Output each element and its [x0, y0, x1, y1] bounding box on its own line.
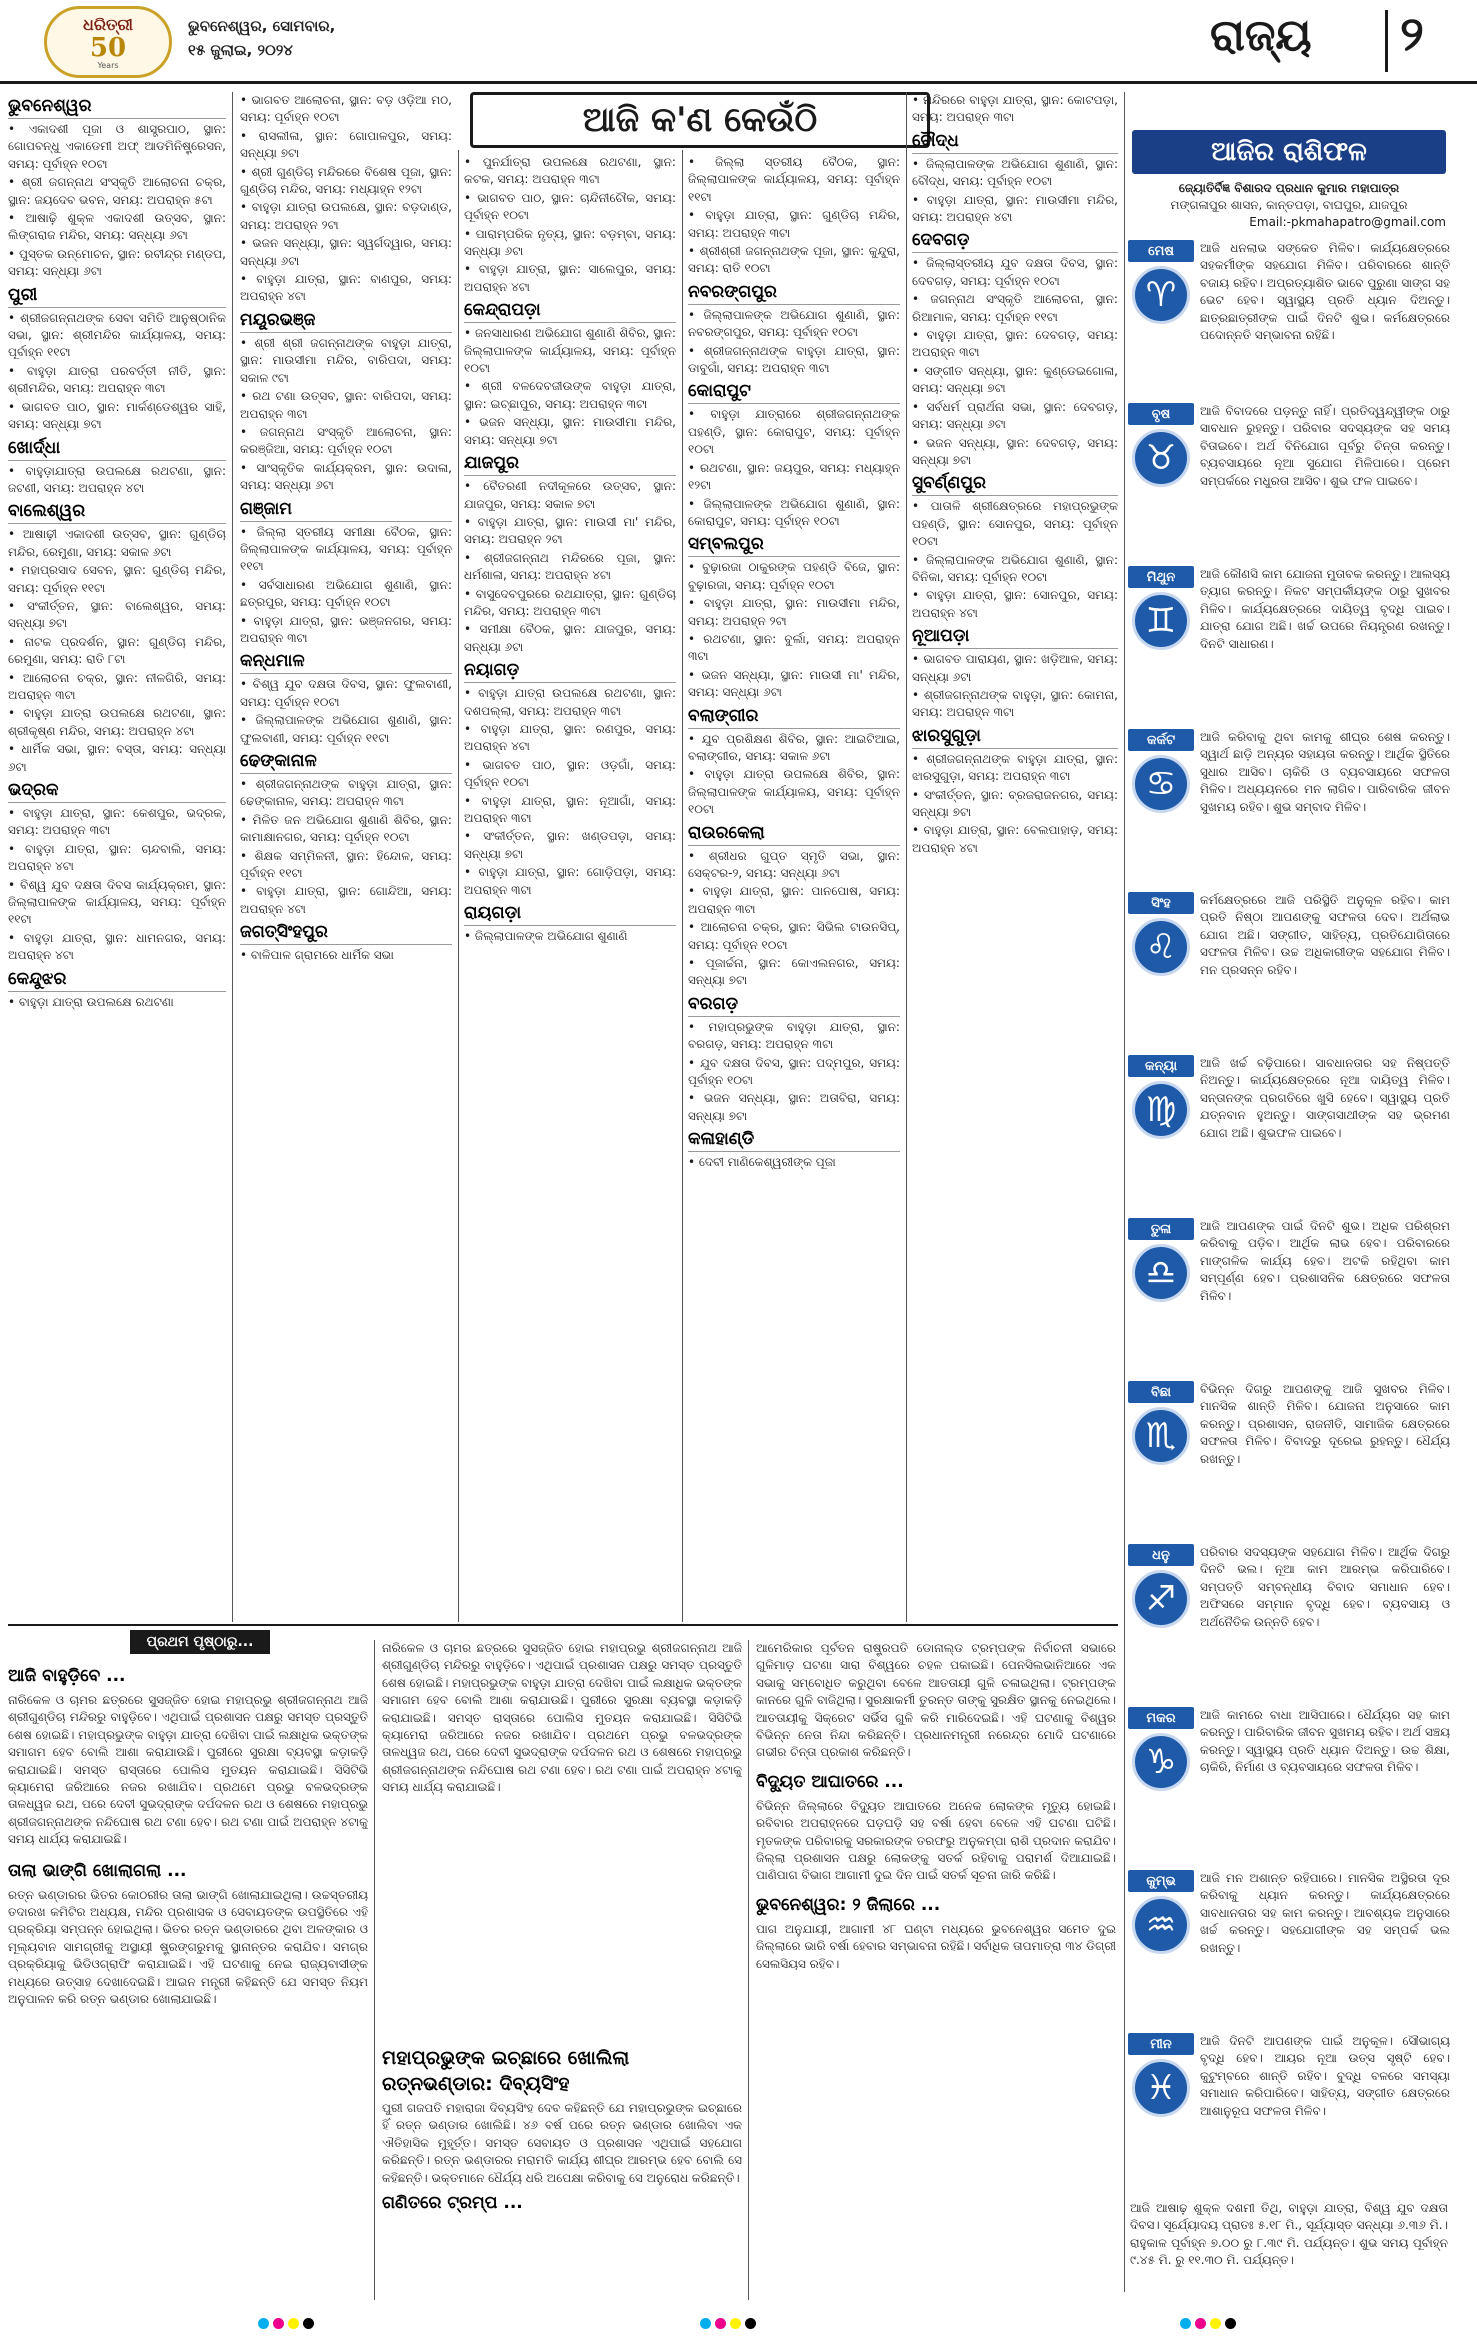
zodiac-name-badge: ତୁଳା [1128, 1218, 1194, 1240]
zodiac-prediction: ଆଜି ଆପଣଙ୍କ ପାଇଁ ଦିନଟି ଶୁଭ। ଅଧିକ ପରିଶ୍ରମ କରିବାକୁ ପଡ଼ିବ। ଆର୍ଥିକ ଲାଭ ହେବ। ପରିବାରରେ ମାଙ୍ଗଳିକ କାର୍ଯ୍ୟ ହେବ। ଅଟକି ରହିଥିବା କାମ ସମ୍ପୂର୍ଣ୍ଣ ହେବ। ପ୍ରଶାସନିକ କ୍ଷେତ୍ରରେ ସଫଳତା ମିଳିବ। [1200, 1219, 1450, 1303]
event-entry: • ଶ୍ରୀଜଗନ୍ନାଥଙ୍କ ବାହୁଡ଼ା ଯାତ୍ରା, ସ୍ଥାନ: ଝାରସୁଗୁଡ଼ା, ସମୟ: ଅପରାହ୍ନ ୩ଟା [912, 751, 1118, 786]
district-heading: ରାୟଗଡ଼ା [464, 901, 676, 926]
event-entry: • ବାସୁଦେବପୁରରେ ରଥଯାତ୍ରା, ସ୍ଥାନ: ଗୁଣ୍ଡିଚା ମନ୍ଦିର, ସମୟ: ଅପରାହ୍ନ ୩ଟା [464, 586, 676, 621]
event-entry: • ପୁନର୍ଯାତ୍ରା ଉପଲକ୍ଷେ ରଥଟଣା, ସ୍ଥାନ: କଟକ, ସମୟ: ଅପରାହ୍ନ ୩ଟା [464, 154, 676, 189]
event-entry: • ଜଗନ୍ନାଥ ସଂସ୍କୃତି ଆଲୋଚନା, ସ୍ଥାନ: କରଞ୍ଜିଆ, ସମୟ: ପୂର୍ବାହ୍ନ ୧୦ଟା [240, 424, 452, 459]
zodiac-row [1128, 1707, 1450, 1862]
print-registration-marks [1180, 2318, 1236, 2330]
events-column-2 [240, 92, 452, 1622]
story-heading: ବିଦ୍ୟୁତ ଆଘାତରେ ... [756, 1771, 904, 1792]
event-entry: • ମନ୍ଦିରରେ ବାହୁଡ଼ା ଯାତ୍ରା, ସ୍ଥାନ: କୋଟପଡ଼ା, ସମୟ: ଅପରାହ୍ନ ୩ଟା [912, 92, 1118, 127]
zodiac-symbol-icon: ♎ [1132, 1244, 1190, 1302]
zodiac-name-badge: ଧନୁ [1128, 1544, 1194, 1566]
event-entry: • ବିଶ୍ୱ ଯୁବ ଦକ୍ଷତା ଦିବସ କାର୍ଯ୍ୟକ୍ରମ, ସ୍ଥାନ: ଜିଲ୍ଲାପାଳଙ୍କ କାର୍ଯ୍ୟାଳୟ, ସମୟ: ପୂର୍ବାହ୍ନ ୧୧ଟା [8, 877, 226, 929]
zodiac-row [1128, 1055, 1450, 1210]
event-entry: • ଜଗନ୍ନାଥ ସଂସ୍କୃତି ଆଲୋଚନା, ସ୍ଥାନ: ରିଆମାଳ, ସମୟ: ପୂର୍ବାହ୍ନ ୧୧ଟା [912, 291, 1118, 326]
event-entry: • ବିଶ୍ୱ ଯୁବ ଦକ୍ଷତା ଦିବସ, ସ୍ଥାନ: ଫୁଲବାଣୀ, ସମୟ: ପୂର୍ବାହ୍ନ ୧୦ଟା [240, 676, 452, 711]
zodiac-symbol-icon: ♒ [1132, 1896, 1190, 1954]
event-entry: • ବାହୁଡ଼ା ଯାତ୍ରା ଉପଲକ୍ଷେ, ସ୍ଥାନ: ବଡ଼ଦାଣ୍ଡ, ସମୟ: ଅପରାହ୍ନ ୨ଟା [240, 199, 452, 234]
district-heading: ନୂଆପଡ଼ା [912, 624, 1118, 649]
zodiac-name-badge: କର୍କଟ [1128, 729, 1194, 751]
column-rule [906, 92, 907, 1622]
column-rule [374, 1640, 375, 2300]
event-entry: • ଶ୍ରୀଧର ଗୁପ୍ତ ସ୍ମୃତି ସଭା, ସ୍ଥାନ: ସେକ୍ଟର-୨, ସମୟ: ସନ୍ଧ୍ୟା ୬ଟା [688, 848, 900, 883]
story-heading: ତାଲା ଭାଙ୍ଗି ଖୋଲାଗଲା ... [8, 1860, 187, 1881]
event-entry: • ଯୁବ ପ୍ରଶିକ୍ଷଣ ଶିବିର, ସ୍ଥାନ: ଆଇଟିଆଇ, ବଲାଙ୍ଗୀର, ସମୟ: ସକାଳ ୬ଟା [688, 731, 900, 766]
zodiac-row [1128, 729, 1450, 884]
event-entry: • ଶ୍ରୀଜଗନ୍ନାଥଙ୍କ ବାହୁଡ଼ା ଯାତ୍ରା, ସ୍ଥାନ: ଢେଙ୍କାନାଳ, ସମୟ: ଅପରାହ୍ନ ୩ଟା [240, 776, 452, 811]
event-entry: • ଦେବୀ ମାଣିକେଶ୍ୱରୀଙ୍କ ପୂଜା [688, 1154, 900, 1171]
lower-column-2 [382, 1640, 742, 2040]
event-entry: • ବାହୁଡ଼ା ଯାତ୍ରା, ସ୍ଥାନ: ପାନପୋଷ, ସମୟ: ଅପରାହ୍ନ ୩ଟା [688, 883, 900, 918]
yellow-dot [1210, 2318, 1221, 2329]
district-heading: ଗଞ୍ଜାମ [240, 497, 452, 522]
event-entry: • ବାହୁଡ଼ା ଯାତ୍ରା, ସ୍ଥାନ: ରଣପୁର, ସମୟ: ଅପରାହ୍ନ ୪ଟା [464, 721, 676, 756]
event-entry: • ବାହୁଡ଼ା ଯାତ୍ରା, ସ୍ଥାନ: ଗୁଣ୍ଡିଚା ମନ୍ଦିର, ସମୟ: ଅପରାହ୍ନ ୩ଟା [688, 207, 900, 242]
section-rule [8, 1624, 1118, 1626]
event-entry: • ଆଲୋଚନା ଚକ୍ର, ସ୍ଥାନ: ସିଭିଲ ଟାଉନସିପ୍, ସମୟ: ପୂର୍ବାହ୍ନ ୧୦ଟା [688, 919, 900, 954]
zodiac-name-badge: କୁମ୍ଭ [1128, 1870, 1194, 1892]
dateline-date: ୧୫ ଜୁଲାଇ, ୨୦୨୪ [188, 41, 293, 59]
district-heading: ମୟୂରଭଞ୍ଜ [240, 308, 452, 333]
event-entry: • ବାହୁଡ଼ା ଯାତ୍ରା, ସ୍ଥାନ: ନୂଆଗାଁ, ସମୟ: ଅପରାହ୍ନ ୩ଟା [464, 793, 676, 828]
event-entry: • ସଂକୀର୍ତ୍ତନ, ସ୍ଥାନ: ବ୍ରଜରାଜନଗର, ସମୟ: ସନ୍ଧ୍ୟା ୭ଟା [912, 787, 1118, 822]
zodiac-row [1128, 1381, 1450, 1536]
zodiac-symbol-icon: ♈ [1132, 266, 1190, 324]
event-entry: • ଭଜନ ସନ୍ଧ୍ୟା, ସ୍ଥାନ: ସ୍ୱର୍ଗଦ୍ୱାର, ସମୟ: ସନ୍ଧ୍ୟା ୬ଟା [240, 235, 452, 270]
event-entry: • ଭାଗବତ ପାଠ, ସ୍ଥାନ: ଚାନ୍ଦିନୀଚୌକ, ସମୟ: ପୂର୍ବାହ୍ନ ୧୦ଟା [464, 190, 676, 225]
event-entry: • ସଙ୍ଗୀତ ସନ୍ଧ୍ୟା, ସ୍ଥାନ: କୁଣ୍ଡେଇଗୋଳା, ସମୟ: ସନ୍ଧ୍ୟା ୭ଟା [912, 363, 1118, 398]
zodiac-row [1128, 566, 1450, 721]
event-entry: • ପାତାଳି ଶ୍ରୀକ୍ଷେତ୍ରରେ ମହାପ୍ରଭୁଙ୍କ ପହଣ୍ଡି, ସ୍ଥାନ: ସୋନପୁର, ସମୟ: ପୂର୍ବାହ୍ନ ୧୦ଟା [912, 498, 1118, 550]
event-entry: • ବାହୁଡ଼ାଯାତ୍ରା ଉପଲକ୍ଷେ ରଥଟଣା, ସ୍ଥାନ: ଜଟଣୀ, ସମୟ: ଅପରାହ୍ନ ୪ଟା [8, 463, 226, 498]
panjika-note: ଆଜି ଆଷାଢ଼ ଶୁକ୍ଳ ଦଶମୀ ତିଥି, ବାହୁଡ଼ା ଯାତ୍ରା, ବିଶ୍ୱ ଯୁବ ଦକ୍ଷତା ଦିବସ। ସୂର୍ଯ୍ୟୋଦୟ ପ୍ରାତଃ ୫.୧୮ ମି., ସୂର୍ଯ୍ୟାସ୍ତ ସନ୍ଧ୍ୟା ୬.୩୬ ମି.। ରାହୁକାଳ ପୂର୍ବାହ୍ନ ୭.୦୦ ରୁ ୮.୩୯ ମି. ପର୍ଯ୍ୟନ୍ତ। ଶୁଭ ସମୟ ପୂର୍ବାହ୍ନ ୯.୪୫ ମି. ରୁ ୧୧.୩୦ ମି. ପର୍ଯ୍ୟନ୍ତ। [1130, 2201, 1448, 2268]
district-heading: କେନ୍ଦ୍ରାପଡ଼ା [464, 298, 676, 323]
zodiac-prediction: ଆଜି କରିବାକୁ ଥିବା କାମକୁ ଶୀଘ୍ର ଶେଷ କରନ୍ତୁ। ସ୍ୱାର୍ଥ ଛାଡ଼ି ଅନ୍ୟର ସହାୟତା କରନ୍ତୁ। ଆର୍ଥିକ ସ୍ଥିତିରେ ସୁଧାର ଆସିବ। ଚାକିରି ଓ ବ୍ୟବସାୟରେ ସଫଳତା ମିଳିବ। ଅଧ୍ୟୟନରେ ମନ ଲାଗିବ। ପାରିବାରିକ ଜୀବନ ସୁଖମୟ ରହିବ। ଶୁଭ ସମ୍ବାଦ ମିଳିବ। [1200, 730, 1450, 814]
event-entry: • ଜିଲ୍ଲାପାଳଙ୍କ ଅଭିଯୋଗ ଶୁଣାଣି [464, 928, 676, 945]
event-entry: • ଜିଲ୍ଲାପାଳଙ୍କ ଅଭିଯୋଗ ଶୁଣାଣି, ସ୍ଥାନ: ଫୁଲବାଣୀ, ସମୟ: ପୂର୍ବାହ୍ନ ୧୧ଟା [240, 712, 452, 747]
zodiac-symbol-icon: ♑ [1132, 1733, 1190, 1791]
front-page-continued-label: ପ୍ରଥମ ପୃଷ୍ଠାରୁ... [130, 1630, 270, 1654]
district-heading: ବଲାଙ୍ଗୀର [688, 704, 900, 729]
event-entry: • ରାସଲୀଳା, ସ୍ଥାନ: ଗୋପାଳପୁର, ସମୟ: ସନ୍ଧ୍ୟା ୭ଟା [240, 128, 452, 163]
lower-column-2b [382, 2100, 742, 2300]
rashifal-address: ମଙ୍ଗଳାପୁର ଶାସନ, କାନ୍ତପଡ଼ା, ବାଘପୁର, ଯାଜପୁର [1170, 198, 1408, 212]
zodiac-row [1128, 2033, 1450, 2188]
dateline-city-day: ଭୁବନେଶ୍ୱର, ସୋମବାର, [188, 17, 336, 35]
zodiac-prediction: ଆଜି ଦିନଟି ଆପଣଙ୍କ ପାଇଁ ଅନୁକୂଳ। ସୌଭାଗ୍ୟ ବୃଦ୍ଧି ହେବ। ଆୟର ନୂଆ ଉତ୍ସ ସୃଷ୍ଟି ହେବ। କୁଟୁମ୍ବରେ ଶାନ୍ତି ରହିବ। ବୁଦ୍ଧି ବଳରେ ସମସ୍ୟା ସମାଧାନ କରିପାରିବେ। ସାହିତ୍ୟ, ସଙ୍ଗୀତ କ୍ଷେତ୍ରରେ ଆଶାନୁରୂପ ସଫଳତା ମିଳିବ। [1200, 2034, 1450, 2118]
event-entry: • ଭଜନ ସନ୍ଧ୍ୟା, ସ୍ଥାନ: ମାଉସୀ ମା' ମନ୍ଦିର, ସମୟ: ସନ୍ଧ୍ୟା ୬ଟା [688, 667, 900, 702]
event-entry: • ଜିଲ୍ଲାପାଳଙ୍କ ଅଭିଯୋଗ ଶୁଣାଣି, ସ୍ଥାନ: ବିନିକା, ସମୟ: ପୂର୍ବାହ୍ନ ୧୦ଟା [912, 552, 1118, 587]
masthead-logo [44, 6, 172, 78]
event-entry: • ଜିଲ୍ଲାପାଳଙ୍କ ଅଭିଯୋଗ ଶୁଣାଣି, ସ୍ଥାନ: ବୌଦ୍ଧ, ସମୟ: ପୂର୍ବାହ୍ନ ୧୦ଟା [912, 156, 1118, 191]
zodiac-name-badge: କନ୍ୟା [1128, 1055, 1194, 1077]
zodiac-symbol-icon: ♍ [1132, 1081, 1190, 1139]
black-dot [303, 2318, 314, 2329]
event-entry: • ଭଜନ ସନ୍ଧ୍ୟା, ସ୍ଥାନ: ଦେବଗଡ଼, ସମୟ: ସନ୍ଧ୍ୟା ୭ଟା [912, 435, 1118, 470]
rashifal-email: Email:-pkmahapatro@gmail.com [1249, 215, 1446, 229]
zodiac-row [1128, 403, 1450, 558]
cyan-dot [258, 2318, 269, 2329]
zodiac-prediction: ଆଜି ମନ ଅଶାନ୍ତ ରହିପାରେ। ମାନସିକ ଅସ୍ଥିରତା ଦୂର କରିବାକୁ ଧ୍ୟାନ କରନ୍ତୁ। କାର୍ଯ୍ୟକ୍ଷେତ୍ରରେ ସାବଧାନତାର ସହ କାମ କରନ୍ତୁ। ଆବଶ୍ୟକ ଅନୁସାରେ ଖର୍ଚ୍ଚ କରନ୍ତୁ। ସହଯୋଗୀଙ୍କ ସହ ସମ୍ପର୍କ ଭଲ ରଖନ୍ତୁ। [1200, 1871, 1450, 1955]
event-entry: • ଶ୍ରୀଜଗନ୍ନାଥ ମନ୍ଦିରରେ ପୂଜା, ସ୍ଥାନ: ଧର୍ମଶାଳା, ସମୟ: ଅପରାହ୍ନ ୪ଟା [464, 550, 676, 585]
event-entry: • ଭାଗବତ ପାଠ, ସ୍ଥାନ: ଓଡ଼ଗାଁ, ସମୟ: ପୂର୍ବାହ୍ନ ୧୦ଟା [464, 757, 676, 792]
zodiac-prediction: ଆଜି ଖର୍ଚ୍ଚ ବଢ଼ିପାରେ। ସାବଧାନତାର ସହ ନିଷ୍ପତ୍ତି ନିଅନ୍ତୁ। କାର୍ଯ୍ୟକ୍ଷେତ୍ରରେ ନୂଆ ଦାୟିତ୍ୱ ମିଳିବ। ସନ୍ତାନଙ୍କ ପ୍ରଗତିରେ ଖୁସି ହେବେ। ସ୍ୱାସ୍ଥ୍ୟ ପ୍ରତି ଯତ୍ନବାନ ହୁଅନ୍ତୁ। ସାଙ୍ଗସାଥୀଙ୍କ ସହ ଭ୍ରମଣ ଯୋଗ ଅଛି। ଶୁଭଫଳ ପାଇବେ। [1200, 1056, 1450, 1140]
event-entry: • ଭଜନ ସନ୍ଧ୍ୟା, ସ୍ଥାନ: ମାଉସୀମା ମନ୍ଦିର, ସମୟ: ସନ୍ଧ୍ୟା ୭ଟା [464, 414, 676, 449]
lower-column-3 [756, 1640, 1116, 2300]
column-rule [232, 92, 233, 1622]
yellow-dot [730, 2318, 741, 2329]
event-entry: • ପାରାମ୍ପରିକ ନୃତ୍ୟ, ସ୍ଥାନ: ବଡ଼ମ୍ବା, ସମୟ: ସନ୍ଧ୍ୟା ୬ଟା [464, 226, 676, 261]
events-column-3 [464, 154, 676, 1622]
story-heading: ଭୁବନେଶ୍ୱର: ୨ ଜିଲାରେ ... [756, 1894, 941, 1915]
story-body: ରତ୍ନ ଭଣ୍ଡାରର ଭିତର କୋଠରୀର ତାଲା ଭାଙ୍ଗି ଖୋଲାଯାଇଥିଲା। ଉଚ୍ଚସ୍ତରୀୟ ତଦାରଖ କମିଟିର ଅଧ୍ୟକ୍ଷ, ମନ୍ଦିର ପ୍ରଶାସକ ଓ ସେବାୟତଙ୍କ ଉପସ୍ଥିତିରେ ଏହି ପ୍ରକ୍ରିୟା ସମ୍ପନ୍ନ ହୋଇଥିଲା। ଭିତର ରତ୍ନ ଭଣ୍ଡାରରେ ଥିବା ଅଳଙ୍କାର ଓ ମୂଲ୍ୟବାନ ସାମଗ୍ରୀକୁ ଅସ୍ଥାୟୀ ଷ୍ଟ୍ରଙ୍ଗରୁମକୁ ସ୍ଥାନାନ୍ତର କରାଯିବ। ସମଗ୍ର ପ୍ରକ୍ରିୟାକୁ ଭିଡିଓଗ୍ରାଫି କରାଯାଇଛି। ଏହି ଘଟଣାକୁ ନେଇ ରାଜ୍ୟବାସୀଙ୍କ ମଧ୍ୟରେ ଉତ୍ସାହ ଦେଖାଦେଇଛି। ଆଇନ ମନ୍ତ୍ରୀ କହିଛନ୍ତି ଯେ ସମସ୍ତ ନିୟମ ଅନୁପାଳନ କରି ରତ୍ନ ଭଣ୍ଡାର ଖୋଲାଯାଇଛି। [8, 1887, 368, 2007]
district-heading: ରାଉରକେଲା [688, 821, 900, 846]
event-entry: • ବାହୁଡ଼ା ଯାତ୍ରା, ସ୍ଥାନ: ମାଉସୀମା ମନ୍ଦିର, ସମୟ: ଅପରାହ୍ନ ୨ଟା [688, 595, 900, 630]
zodiac-symbol-icon: ♉ [1132, 429, 1190, 487]
event-entry: • ଜିଲ୍ଲାପାଳଙ୍କ ଅଭିଯୋଗ ଶୁଣାଣି, ସ୍ଥାନ: କୋରାପୁଟ, ସମୟ: ପୂର୍ବାହ୍ନ ୧୦ଟା [688, 496, 900, 531]
rashifal-title: ଆଜିର ରାଶିଫଳ [1132, 130, 1446, 174]
district-heading: ଭୁବନେଶ୍ୱର [8, 94, 226, 119]
zodiac-name-badge: ବୃଷ [1128, 403, 1194, 425]
event-entry: • ସମୀକ୍ଷା ବୈଠକ, ସ୍ଥାନ: ଯାଜପୁର, ସମୟ: ସନ୍ଧ୍ୟା ୬ଟା [464, 621, 676, 656]
zodiac-row [1128, 240, 1450, 395]
zodiac-prediction: ଆଜି ଧନଲାଭ ସଙ୍କେତ ମିଳିବ। କାର୍ଯ୍ୟକ୍ଷେତ୍ରରେ ସହକର୍ମୀଙ୍କ ସହଯୋଗ ମିଳିବ। ପରିବାରରେ ଶାନ୍ତି ବଜାୟ ରହିବ। ଅପ୍ରତ୍ୟାଶିତ ଭାବେ ପୁରୁଣା ସାଙ୍ଗ ସହ ଭେଟ ହେବ। ସ୍ୱାସ୍ଥ୍ୟ ପ୍ରତି ଧ୍ୟାନ ଦିଅନ୍ତୁ। ଛାତ୍ରଛାତ୍ରୀଙ୍କ ପାଇଁ ଦିନଟି ଶୁଭ। କର୍ମକ୍ଷେତ୍ରରେ ପଦୋନ୍ନତି ସମ୍ଭାବନା ରହିଛି। [1200, 241, 1450, 343]
event-entry: • ବୁଢ଼ାରଜା ଠାକୁରଙ୍କ ପହଣ୍ଡି ବିଜେ, ସ୍ଥାନ: ବୁଢ଼ାରଜା, ସମୟ: ପୂର୍ବାହ୍ନ ୧୦ଟା [688, 559, 900, 594]
event-entry: • ବାହୁଡ଼ା ଯାତ୍ରା, ସ୍ଥାନ: ବେଲପାହାଡ଼, ସମୟ: ଅପରାହ୍ନ ୪ଟା [912, 822, 1118, 857]
event-entry: • ଆଷାଢ଼ି ଶୁକ୍ଳ ଏକାଦଶୀ ଉତ୍ସବ, ସ୍ଥାନ: ଲିଙ୍ଗରାଜ ମନ୍ଦିର, ସମୟ: ସନ୍ଧ୍ୟା ୬ଟା [8, 210, 226, 245]
column-rule [1124, 92, 1125, 2292]
zodiac-name-badge: ମେଷ [1128, 240, 1194, 262]
events-column-5 [912, 92, 1118, 1622]
event-entry: • ସାଂସ୍କୃତିକ କାର୍ଯ୍ୟକ୍ରମ, ସ୍ଥାନ: ଉଦାଳା, ସମୟ: ସନ୍ଧ୍ୟା ୬ଟା [240, 460, 452, 495]
event-entry: • ଜିଲ୍ଲା ସ୍ତରୀୟ ବୈଠକ, ସ୍ଥାନ: ଜିଲ୍ଲାପାଳଙ୍କ କାର୍ଯ୍ୟାଳୟ, ସମୟ: ପୂର୍ବାହ୍ନ ୧୧ଟା [688, 154, 900, 206]
district-heading: କୋରାପୁଟ [688, 379, 900, 404]
district-heading: ଖୋର୍ଦ୍ଧା [8, 436, 226, 461]
column-rule [682, 150, 683, 1622]
event-entry: • ଭାଗବତ ପାରାୟଣ, ସ୍ଥାନ: ଖଡ଼ିଆଳ, ସମୟ: ସନ୍ଧ୍ୟା ୬ଟା [912, 651, 1118, 686]
district-heading: ଭଦ୍ରକ [8, 778, 226, 803]
zodiac-name-badge: ବିଛା [1128, 1381, 1194, 1403]
dateline [188, 14, 335, 62]
event-entry: • ଭଜନ ସନ୍ଧ୍ୟା, ସ୍ଥାନ: ଅତାବିରା, ସମୟ: ସନ୍ଧ୍ୟା ୭ଟା [688, 1090, 900, 1125]
district-heading: ବରଗଡ଼ [688, 992, 900, 1017]
event-entry: • ପୁସ୍ତକ ଉନ୍ମୋଚନ, ସ୍ଥାନ: ରବୀନ୍ଦ୍ର ମଣ୍ଡପ, ସମୟ: ସନ୍ଧ୍ୟା ୬ଟା [8, 246, 226, 281]
event-entry: • ଶିକ୍ଷକ ସମ୍ମିଳନୀ, ସ୍ଥାନ: ହିନ୍ଦୋଳ, ସମୟ: ପୂର୍ବାହ୍ନ ୧୧ଟା [240, 848, 452, 883]
page-number: ୨ [1400, 6, 1424, 62]
zodiac-prediction: ପରିବାର ସଦସ୍ୟଙ୍କ ସହଯୋଗ ମିଳିବ। ଆର୍ଥିକ ଦିଗରୁ ଦିନଟି ଭଲ। ନୂଆ କାମ ଆରମ୍ଭ କରିପାରିବେ। ସମ୍ପତ୍ତି ସମ୍ବନ୍ଧୀୟ ବିବାଦ ସମାଧାନ ହେବ। ଅଫିସରେ ସମ୍ମାନ ବୃଦ୍ଧି ହେବ। ବ୍ୟବସାୟ ଓ ଅର୍ଥନୈତିକ ଉନ୍ନତି ହେବ। [1200, 1545, 1450, 1629]
zodiac-symbol-icon: ♌ [1132, 918, 1190, 976]
zodiac-prediction: କର୍ମକ୍ଷେତ୍ରରେ ଆଜି ପରିସ୍ଥିତି ଅନୁକୂଳ ରହିବ। କାମ ପ୍ରତି ନିଷ୍ଠା ଆପଣଙ୍କୁ ସଫଳତା ଦେବ। ଅର୍ଥଲାଭ ଯୋଗ ଅଛି। ସଙ୍ଗୀତ, ସାହିତ୍ୟ, ପ୍ରତିଯୋଗିତାରେ ସଫଳତା ମିଳିବ। ଉଚ୍ଚ ଅଧିକାରୀଙ୍କ ସହଯୋଗ ମିଳିବ। ମନ ପ୍ରସନ୍ନ ରହିବ। [1200, 893, 1450, 977]
district-heading: କନ୍ଧମାଳ [240, 649, 452, 674]
story-heading: ଗଣିତରେ ଟ୍ରମ୍ପ ... [382, 2193, 523, 2214]
event-entry: • ରଥଟଣା, ସ୍ଥାନ: ଜୟପୁର, ସମୟ: ମଧ୍ୟାହ୍ନ ୧୨ଟା [688, 460, 900, 495]
event-entry: • ବୈତରଣୀ ନଦୀକୂଳରେ ଉତ୍ସବ, ସ୍ଥାନ: ଯାଜପୁର, ସମୟ: ସକାଳ ୭ଟା [464, 478, 676, 513]
zodiac-prediction: ଆଜି ବିବାଦରେ ପଡ଼ନ୍ତୁ ନାହିଁ। ପ୍ରତିଦ୍ୱନ୍ଦ୍ୱୀଙ୍କ ଠାରୁ ସାବଧାନ ରୁହନ୍ତୁ। ପରିବାର ସଦସ୍ୟଙ୍କ ସହ ସମୟ ବିତାଇବେ। ଅର୍ଥ ବିନିଯୋଗ ପୂର୍ବରୁ ଚିନ୍ତା କରନ୍ତୁ। ବ୍ୟବସାୟରେ ନୂଆ ସୁଯୋଗ ମିଳିପାରେ। ପ୍ରେମ ସମ୍ପର୍କରେ ମଧୁରତା ଆସିବ। ଶୁଭ ଫଳ ପାଇବେ। [1200, 404, 1450, 488]
event-entry: • ଜିଲ୍ଲା ସ୍ତରୀୟ ସମୀକ୍ଷା ବୈଠକ, ସ୍ଥାନ: ଜିଲ୍ଲାପାଳଙ୍କ କାର୍ଯ୍ୟାଳୟ, ସମୟ: ପୂର୍ବାହ୍ନ ୧୧ଟା [240, 524, 452, 576]
event-entry: • ଜିଲ୍ଲାସ୍ତରୀୟ ଯୁବ ଦକ୍ଷତା ଦିବସ, ସ୍ଥାନ: ଦେବଗଡ଼, ସମୟ: ପୂର୍ବାହ୍ନ ୧୦ଟା [912, 255, 1118, 290]
event-entry: • ବାହୁଡ଼ା ଯାତ୍ରା, ସ୍ଥାନ: ମାଉସୀମା ମନ୍ଦିର, ସମୟ: ଅପରାହ୍ନ ୪ଟା [912, 192, 1118, 227]
zodiac-name-badge: ମିଥୁନ [1128, 566, 1194, 588]
event-entry: • ପୂଜାର୍ଚ୍ଚନା, ସ୍ଥାନ: କୋଏଲନଗର, ସମୟ: ସନ୍ଧ୍ୟା ୭ଟା [688, 955, 900, 990]
print-registration-marks [700, 2318, 756, 2330]
event-entry: • ସର୍ବଧର୍ମ ପ୍ରାର୍ଥନା ସଭା, ସ୍ଥାନ: ଦେବଗଡ଼, ସମୟ: ସନ୍ଧ୍ୟା ୬ଟା [912, 399, 1118, 434]
page-header [0, 0, 1477, 84]
event-entry: • ରଥଟଣା, ସ୍ଥାନ: ବୁର୍ଲା, ସମୟ: ଅପରାହ୍ନ ୩ଟା [688, 631, 900, 666]
zodiac-symbol-icon: ♋ [1132, 755, 1190, 813]
event-entry: • ଶ୍ରୀ ଜଗନ୍ନାଥ ସଂସ୍କୃତି ଆଲୋଚନା ଚକ୍ର, ସ୍ଥାନ: ଜୟଦେବ ଭବନ, ସମୟ: ଅପରାହ୍ନ ୫ଟା [8, 174, 226, 209]
event-entry: • ବାହୁଡ଼ା ଯାତ୍ରା ଉପଲକ୍ଷେ ରଥଟଣା, ସ୍ଥାନ: ଶ୍ରୀକୃଷ୍ଣ ମନ୍ଦିର, ସମୟ: ଅପରାହ୍ନ ୪ଟା [8, 705, 226, 740]
event-entry: • ଶ୍ରୀ ଗୁଣ୍ଡିଚା ମନ୍ଦିରରେ ବିଶେଷ ପୂଜା, ସ୍ଥାନ: ଗୁଣ୍ଡିଚା ମନ୍ଦିର, ସମୟ: ମଧ୍ୟାହ୍ନ ୧୨ଟା [240, 164, 452, 199]
rashifal-meta [1132, 180, 1446, 231]
story-body: ପାଗ ଅନୁଯାୟୀ, ଆଗାମୀ ୪୮ ଘଣ୍ଟା ମଧ୍ୟରେ ଭୁବନେଶ୍ୱର ସମେତ ଦୁଇ ଜିଲ୍ଲାରେ ଭାରି ବର୍ଷା ହେବାର ସମ୍ଭାବନା ରହିଛି। ସର୍ବାଧିକ ତାପମାତ୍ରା ୩୪ ଡିଗ୍ରୀ ସେଲସିୟସ ରହିବ। [756, 1921, 1116, 1971]
district-heading: ଯାଜପୁର [464, 451, 676, 476]
event-entry: • ବାହୁଡ଼ା ଯାତ୍ରା, ସ୍ଥାନ: ଦେବଗଡ଼, ସମୟ: ଅପରାହ୍ନ ୩ଟା [912, 327, 1118, 362]
event-entry: • ବାହୁଡ଼ା ଯାତ୍ରା, ସ୍ଥାନ: ଗୋଡ଼ିପଡ଼ା, ସମୟ: ଅପରାହ୍ନ ୩ଟା [464, 864, 676, 899]
event-entry: • ବାହୁଡ଼ା ଯାତ୍ରା, ସ୍ଥାନ: ଧାମନଗର, ସମୟ: ଅପରାହ୍ନ ୪ଟା [8, 930, 226, 965]
district-heading: ପୁରୀ [8, 283, 226, 308]
event-entry: • ଶ୍ରୀଜଗନ୍ନାଥଙ୍କ ସେବା ସମିତି ଆନୁଷ୍ଠାନିକ ସଭା, ସ୍ଥାନ: ଶ୍ରୀମନ୍ଦିର କାର୍ଯ୍ୟାଳୟ, ସମୟ: ପୂର୍ବାହ୍ନ ୧୧ଟା [8, 310, 226, 362]
logo-sub: Years [97, 60, 119, 70]
column-rule [458, 150, 459, 1622]
event-entry: • ମିଳିତ ଜନ ଅଭିଯୋଗ ଶୁଣାଣି ଶିବିର, ସ୍ଥାନ: କାମାକ୍ଷାନଗର, ସମୟ: ପୂର୍ବାହ୍ନ ୧୦ଟା [240, 812, 452, 847]
event-entry: • ରଥ ଟଣା ଉତ୍ସବ, ସ୍ଥାନ: ବାରିପଦା, ସମୟ: ଅପରାହ୍ନ ୩ଟା [240, 388, 452, 423]
print-registration-marks [258, 2318, 314, 2330]
story-body: ବିଭିନ୍ନ ଜିଲ୍ଲାରେ ବିଦ୍ୟୁତ ଆଘାତରେ ଅନେକ ଲୋକଙ୍କ ମୃତ୍ୟୁ ହୋଇଛି। ରବିବାର ଅପରାହ୍ନରେ ଘଡ଼ଘଡ଼ି ସହ ବର୍ଷା ହେବା ବେଳେ ଏହି ଘଟଣା ଘଟିଛି। ମୃତକଙ୍କ ପରିବାରକୁ ସରକାରଙ୍କ ତରଫରୁ ଅନୁକମ୍ପା ରାଶି ପ୍ରଦାନ କରାଯିବ। ଜିଲ୍ଲା ପ୍ରଶାସନ ପକ୍ଷରୁ ଲୋକଙ୍କୁ ସତର୍କ ରହିବାକୁ ପରାମର୍ଶ ଦିଆଯାଇଛି। ପାଣିପାଗ ବିଭାଗ ଆଗାମୀ ଦୁଇ ଦିନ ପାଇଁ ସତର୍କ ସୂଚନା ଜାରି କରିଛି। [756, 1798, 1116, 1883]
lower-column-1 [8, 1660, 368, 2300]
events-banner: ଆଜି କ'ଣ କେଉଁଠି [470, 92, 930, 148]
magenta-dot [1195, 2318, 1206, 2329]
district-heading: ବୌଦ୍ଧ [912, 129, 1118, 154]
zodiac-prediction: ଆଜି କାମରେ ବାଧା ଆସିପାରେ। ଧୈର୍ଯ୍ୟର ସହ କାମ କରନ୍ତୁ। ପାରିବାରିକ ଜୀବନ ସୁଖମୟ ରହିବ। ଅର୍ଥ ସଞ୍ଚୟ କରନ୍ତୁ। ସ୍ୱାସ୍ଥ୍ୟ ପ୍ରତି ଧ୍ୟାନ ଦିଅନ୍ତୁ। ଉଚ୍ଚ ଶିକ୍ଷା, ଚାକିରି, ନିର୍ମାଣ ଓ ବ୍ୟବସାୟରେ ସଫଳତା ମିଳିବ। [1200, 1708, 1450, 1775]
story-main-heading: ମହାପ୍ରଭୁଙ୍କ ଇଚ୍ଛାରେ ଖୋଲିଲା ରତ୍ନଭଣ୍ଡାର: ଦିବ୍ୟସିଂହ [382, 2047, 630, 2095]
events-column-1 [8, 92, 226, 1622]
event-entry: • ମହାପ୍ରଭୁଙ୍କ ବାହୁଡ଼ା ଯାତ୍ରା, ସ୍ଥାନ: ବରଗଡ଼, ସମୟ: ଅପରାହ୍ନ ୩ଟା [688, 1019, 900, 1054]
event-entry: • ଧାର୍ମିକ ସଭା, ସ୍ଥାନ: ବସ୍ତା, ସମୟ: ସନ୍ଧ୍ୟା ୬ଟା [8, 741, 226, 776]
event-entry: • ଆଲୋଚନା ଚକ୍ର, ସ୍ଥାନ: ନୀଳଗିରି, ସମୟ: ଅପରାହ୍ନ ୩ଟା [8, 670, 226, 705]
zodiac-prediction: ଆଜି କୌଣସି କାମ ଯୋଜନା ମୁତାବକ କରନ୍ତୁ। ଆଲସ୍ୟ ତ୍ୟାଗ କରନ୍ତୁ। ନିକଟ ସମ୍ପର୍କୀୟଙ୍କ ଠାରୁ ସୁଖବର ମିଳିବ। କାର୍ଯ୍ୟକ୍ଷେତ୍ରରେ ଦାୟିତ୍ୱ ବୃଦ୍ଧି ପାଇବ। ଯାତ୍ରା ଯୋଗ ଅଛି। ଖର୍ଚ୍ଚ ଉପରେ ନିୟନ୍ତ୍ରଣ ରଖନ୍ତୁ। ଦିନଟି ସାଧାରଣ। [1200, 567, 1450, 651]
section-title: ରାଜ୍ୟ [1210, 10, 1312, 61]
yellow-dot [288, 2318, 299, 2329]
event-entry: • ଭାଗବତ ପାଠ, ସ୍ଥାନ: ମାର୍କଣ୍ଡେଶ୍ୱର ସାହି, ସମୟ: ସନ୍ଧ୍ୟା ୭ଟା [8, 399, 226, 434]
district-heading: ନୟାଗଡ଼ [464, 658, 676, 683]
cyan-dot [1180, 2318, 1191, 2329]
event-entry: • ବାହୁଡ଼ା ଯାତ୍ରା ଉପଲକ୍ଷେ ଶିବିର, ସ୍ଥାନ: ଜିଲ୍ଲାପାଳଙ୍କ କାର୍ଯ୍ୟାଳୟ, ସମୟ: ପୂର୍ବାହ୍ନ ୧୦ଟା [688, 766, 900, 818]
event-entry: • ବାହୁଡ଼ା ଯାତ୍ରା, ସ୍ଥାନ: କେଶପୁର, ଭଦ୍ରକ, ସମୟ: ଅପରାହ୍ନ ୩ଟା [8, 805, 226, 840]
zodiac-name-badge: ମୀନ [1128, 2033, 1194, 2055]
logo-number: 50 [89, 32, 127, 63]
zodiac-row [1128, 892, 1450, 1047]
logo-name: ଧରିତ୍ରୀ [83, 14, 133, 34]
cyan-dot [700, 2318, 711, 2329]
header-divider [1385, 10, 1388, 72]
event-entry: • ଯୁବ ଦକ୍ଷତା ଦିବସ, ସ୍ଥାନ: ପଦ୍ମପୁର, ସମୟ: ପୂର୍ବାହ୍ନ ୧୦ଟା [688, 1055, 900, 1090]
event-entry: • ବାହୁଡ଼ା ଯାତ୍ରାରେ ଶ୍ରୀଜଗନ୍ନାଥଙ୍କ ପହଣ୍ଡି, ସ୍ଥାନ: କୋରାପୁଟ, ସମୟ: ପୂର୍ବାହ୍ନ ୧୦ଟା [688, 406, 900, 458]
event-entry: • ଶ୍ରୀଶ୍ରୀ ଜଗନ୍ନାଥଙ୍କ ପୂଜା, ସ୍ଥାନ: କୁନ୍ଦୁରା, ସମୟ: ରାତି ୧୦ଟା [688, 243, 900, 278]
district-heading: ଢେଙ୍କାନାଳ [240, 749, 452, 774]
story-body: ପୁରୀ ଗଜପତି ମହାରାଜା ଦିବ୍ୟସିଂହ ଦେବ କହିଛନ୍ତି ଯେ ମହାପ୍ରଭୁଙ୍କ ଇଚ୍ଛାରେ ହିଁ ରତ୍ନ ଭଣ୍ଡାର ଖୋଲିଛି। ୪୬ ବର୍ଷ ପରେ ରତ୍ନ ଭଣ୍ଡାର ଖୋଲିବା ଏକ ଐତିହାସିକ ମୁହୂର୍ତ୍ତ। ସମସ୍ତ ସେବାୟତ ଓ ପ୍ରଶାସନ ଏଥିପାଇଁ ସହଯୋଗ କରିଛନ୍ତି। ରତ୍ନ ଭଣ୍ଡାରର ମରାମତି କାର୍ଯ୍ୟ ଶୀଘ୍ର ଆରମ୍ଭ ହେବ ବୋଲି ସେ କହିଛନ୍ତି। ଭକ୍ତମାନେ ଧୈର୍ଯ୍ୟ ଧରି ଅପେକ୍ଷା କରିବାକୁ ସେ ଅନୁରୋଧ କରିଛନ୍ତି। [382, 2101, 742, 2185]
event-entry: • ବାହୁଡ଼ା ଯାତ୍ରା ଉପଲକ୍ଷେ ରଥଟଣା [8, 994, 226, 1011]
event-entry: • ମହାପ୍ରସାଦ ସେବନ, ସ୍ଥାନ: ଗୁଣ୍ଡିଚା ମନ୍ଦିର, ସମୟ: ପୂର୍ବାହ୍ନ ୧୧ଟା [8, 562, 226, 597]
zodiac-name-badge: ସିଂହ [1128, 892, 1194, 914]
event-entry: • ସର୍ବସାଧାରଣ ଅଭିଯୋଗ ଶୁଣାଣି, ସ୍ଥାନ: ଛତ୍ରପୁର, ସମୟ: ପୂର୍ବାହ୍ନ ୧୦ଟା [240, 577, 452, 612]
zodiac-prediction: ବିଭିନ୍ନ ଦିଗରୁ ଆପଣଙ୍କୁ ଆଜି ସୁଖବର ମିଳିବ। ମାନସିକ ଶାନ୍ତି ମିଳିବ। ଯୋଜନା ଅନୁସାରେ କାମ କରନ୍ତୁ। ପ୍ରଶାସନ, ରାଜନୀତି, ସାମାଜିକ କ୍ଷେତ୍ରରେ ସଫଳତା ମିଳିବ। ବିବାଦରୁ ଦୂରେଇ ରୁହନ୍ତୁ। ଧୈର୍ଯ୍ୟ ରଖନ୍ତୁ। [1200, 1382, 1450, 1466]
zodiac-symbol-icon: ♐ [1132, 1570, 1190, 1628]
events-column-4 [688, 154, 900, 1622]
rashifal-author: ଜ୍ୟୋତିର୍ବିଜ୍ଞ ବିଶାରଦ ପ୍ରଧାନ କୁମାର ମହାପାତ୍ର [1178, 181, 1400, 195]
zodiac-row [1128, 1218, 1450, 1373]
event-entry: • ସଂକୀର୍ତ୍ତନ, ସ୍ଥାନ: ଖଣ୍ଡପଡ଼ା, ସମୟ: ସନ୍ଧ୍ୟା ୭ଟା [464, 828, 676, 863]
zodiac-symbol-icon: ♊ [1132, 592, 1190, 650]
event-entry: • ବାହୁଡ଼ା ଯାତ୍ରା, ସ୍ଥାନ: ସୋନପୁର, ସମୟ: ଅପରାହ୍ନ ୪ଟା [912, 587, 1118, 622]
event-entry: • ବାଳିପାଳ ଗ୍ରାମରେ ଧାର୍ମିକ ସଭା [240, 947, 452, 964]
district-heading: କଳାହାଣ୍ଡି [688, 1127, 900, 1152]
event-entry: • ବାହୁଡ଼ା ଯାତ୍ରା ପରବର୍ତ୍ତୀ ନୀତି, ସ୍ଥାନ: ଶ୍ରୀମନ୍ଦିର, ସମୟ: ଅପରାହ୍ନ ୩ଟା [8, 363, 226, 398]
event-entry: • ବାହୁଡ଼ା ଯାତ୍ରା ଉପଲକ୍ଷେ ରଥଟଣା, ସ୍ଥାନ: ଦଶପଲ୍ଲା, ସମୟ: ଅପରାହ୍ନ ୩ଟା [464, 685, 676, 720]
event-entry: • ଜନସାଧାରଣ ଅଭିଯୋଗ ଶୁଣାଣି ଶିବିର, ସ୍ଥାନ: ଜିଲ୍ଲାପାଳଙ୍କ କାର୍ଯ୍ୟାଳୟ, ସମୟ: ପୂର୍ବାହ୍ନ ୧୦ଟା [464, 325, 676, 377]
district-heading: ଜଗତ୍‌ସିଂହପୁର [240, 920, 452, 945]
district-heading: ବାଲେଶ୍ୱର [8, 499, 226, 524]
event-entry: • ଶ୍ରୀଜଗନ୍ନାଥଙ୍କ ବାହୁଡ଼ା ଯାତ୍ରା, ସ୍ଥାନ: ଡାବୁଗାଁ, ସମୟ: ଅପରାହ୍ନ ୩ଟା [688, 343, 900, 378]
story-body: ନାରିକେଳ ଓ ଚାମର ଛତ୍ରରେ ସୁସଜ୍ଜିତ ହୋଇ ମହାପ୍ରଭୁ ଶ୍ରୀଜଗନ୍ନାଥ ଆଜି ଶ୍ରୀଗୁଣ୍ଡିଚା ମନ୍ଦିରରୁ ବାହୁଡ଼ିବେ। ଏଥିପାଇଁ ପ୍ରଶାସନ ପକ୍ଷରୁ ସମସ୍ତ ପ୍ରସ୍ତୁତି ଶେଷ ହୋଇଛି। ମହାପ୍ରଭୁଙ୍କ ବାହୁଡ଼ା ଯାତ୍ରା ଦେଖିବା ପାଇଁ ଲକ୍ଷାଧିକ ଭକ୍ତଙ୍କ ସମାଗମ ହେବ ବୋଲି ଆଶା କରାଯାଉଛି। ପୁରୀରେ ସୁରକ୍ଷା ବ୍ୟବସ୍ଥା କଡ଼ାକଡ଼ି କରାଯାଇଛି। ସମସ୍ତ ରାସ୍ତାରେ ପୋଲିସ ମୁତୟନ କରାଯାଇଛି। ସିସିଟିଭି କ୍ୟାମେରା ଜରିଆରେ ନଜର ରଖାଯିବ। ପ୍ରଥମେ ପ୍ରଭୁ ବଳଭଦ୍ରଙ୍କ ତାଳଧ୍ୱଜ ରଥ, ପରେ ଦେବୀ ସୁଭଦ୍ରାଙ୍କ ଦର୍ପଦଳନ ରଥ ଓ ଶେଷରେ ମହାପ୍ରଭୁ ଶ୍ରୀଜଗନ୍ନାଥଙ୍କ ନନ୍ଦିଘୋଷ ରଥ ଟଣା ହେବ। ରଥ ଟଣା ପାଇଁ ଅପରାହ୍ନ ୪ଟାକୁ ସମୟ ଧାର୍ଯ୍ୟ କରାଯାଇଛି। [382, 1641, 742, 1795]
zodiac-name-badge: ମକର [1128, 1707, 1194, 1729]
black-dot [1225, 2318, 1236, 2329]
event-entry: • ସଂକୀର୍ତ୍ତନ, ସ୍ଥାନ: ବାଲେଶ୍ୱର, ସମୟ: ସନ୍ଧ୍ୟା ୭ଟା [8, 598, 226, 633]
event-entry: • ବାହୁଡ଼ା ଯାତ୍ରା, ସ୍ଥାନ: ଚାନ୍ଦବାଲି, ସମୟ: ଅପରାହ୍ନ ୪ଟା [8, 841, 226, 876]
event-entry: • ବାହୁଡ଼ା ଯାତ୍ରା, ସ୍ଥାନ: ଭଞ୍ଜନଗର, ସମୟ: ଅପରାହ୍ନ ୩ଟା [240, 613, 452, 648]
event-entry: • ବାହୁଡ଼ା ଯାତ୍ରା, ସ୍ଥାନ: ମାଉସୀ ମା' ମନ୍ଦିର, ସମୟ: ଅପରାହ୍ନ ୨ଟା [464, 514, 676, 549]
zodiac-symbol-icon: ♓ [1132, 2059, 1190, 2117]
event-entry: • ଏକାଦଶୀ ପୂଜା ଓ ଶାସ୍ତ୍ରପାଠ, ସ୍ଥାନ: ଗୋପବନ୍ଧୁ ଏକାଡେମୀ ଅଫ୍ ଆଡମିନିଷ୍ଟ୍ରେସନ, ସମୟ: ପୂର୍ବାହ୍ନ ୧୦ଟା [8, 121, 226, 173]
magenta-dot [273, 2318, 284, 2329]
event-entry: • ଜିଲ୍ଲାପାଳଙ୍କ ଅଭିଯୋଗ ଶୁଣାଣି, ସ୍ଥାନ: ନବରଙ୍ଗପୁର, ସମୟ: ପୂର୍ବାହ୍ନ ୧୦ଟା [688, 307, 900, 342]
district-heading: ଦେବଗଡ଼ [912, 228, 1118, 253]
story-body: ଆମେରିକାର ପୂର୍ବତନ ରାଷ୍ଟ୍ରପତି ଡୋନାଲ୍ଡ ଟ୍ରମ୍ପଙ୍କ ନିର୍ବାଚନୀ ସଭାରେ ଗୁଳିମାଡ଼ ଘଟଣା ସାରା ବିଶ୍ୱରେ ଚହଳ ପକାଇଛି। ପେନସିଲଭାନିଆରେ ଏକ ସଭାକୁ ସମ୍ବୋଧିତ କରୁଥିବା ବେଳେ ଆତତାୟୀ ଗୁଳି ଚଳାଇଥିଲା। ଟ୍ରମ୍ପଙ୍କ କାନରେ ଗୁଳି ବାଜିଥିଲା। ସୁରକ୍ଷାକର୍ମୀ ତୁରନ୍ତ ତାଙ୍କୁ ସୁରକ୍ଷିତ ସ୍ଥାନକୁ ନେଇଥିଲେ। ଆତତାୟୀକୁ ସିକ୍ରେଟ ସର୍ଭିସ ଗୁଳି କରି ମାରିଦେଇଛି। ଏହି ଘଟଣାକୁ ବିଶ୍ୱର ବିଭିନ୍ନ ନେତା ନିନ୍ଦା କରିଛନ୍ତି। ପ୍ରଧାନମନ୍ତ୍ରୀ ନରେନ୍ଦ୍ର ମୋଦି ଘଟଣାରେ ଗଭୀର ଚିନ୍ତା ପ୍ରକାଶ କରିଛନ୍ତି। [756, 1641, 1116, 1760]
column-rule [748, 1640, 749, 2300]
event-entry: • ବାହୁଡ଼ା ଯାତ୍ରା, ସ୍ଥାନ: ଗୋନ୍ଦିଆ, ସମୟ: ଅପରାହ୍ନ ୪ଟା [240, 883, 452, 918]
district-heading: ନବରଙ୍ଗପୁର [688, 280, 900, 305]
zodiac-row [1128, 1870, 1450, 2025]
black-dot [745, 2318, 756, 2329]
story-body: ନାରିକେଳ ଓ ଚାମର ଛତ୍ରରେ ସୁସଜ୍ଜିତ ହୋଇ ମହାପ୍ରଭୁ ଶ୍ରୀଜଗନ୍ନାଥ ଆଜି ଶ୍ରୀଗୁଣ୍ଡିଚା ମନ୍ଦିରରୁ ବାହୁଡ଼ିବେ। ଏଥିପାଇଁ ପ୍ରଶାସନ ପକ୍ଷରୁ ସମସ୍ତ ପ୍ରସ୍ତୁତି ଶେଷ ହୋଇଛି। ମହାପ୍ରଭୁଙ୍କ ବାହୁଡ଼ା ଯାତ୍ରା ଦେଖିବା ପାଇଁ ଲକ୍ଷାଧିକ ଭକ୍ତଙ୍କ ସମାଗମ ହେବ ବୋଲି ଆଶା କରାଯାଉଛି। ପୁରୀରେ ସୁରକ୍ଷା ବ୍ୟବସ୍ଥା କଡ଼ାକଡ଼ି କରାଯାଇଛି। ସମସ୍ତ ରାସ୍ତାରେ ପୋଲିସ ମୁତୟନ କରାଯାଇଛି। ସିସିଟିଭି କ୍ୟାମେରା ଜରିଆରେ ନଜର ରଖାଯିବ। ପ୍ରଥମେ ପ୍ରଭୁ ବଳଭଦ୍ରଙ୍କ ତାଳଧ୍ୱଜ ରଥ, ପରେ ଦେବୀ ସୁଭଦ୍ରାଙ୍କ ଦର୍ପଦଳନ ରଥ ଓ ଶେଷରେ ମହାପ୍ରଭୁ ଶ୍ରୀଜଗନ୍ନାଥଙ୍କ ନନ୍ଦିଘୋଷ ରଥ ଟଣା ହେବ। ରଥ ଟଣା ପାଇଁ ଅପରାହ୍ନ ୪ଟାକୁ ସମୟ ଧାର୍ଯ୍ୟ କରାଯାଇଛି। [8, 1693, 368, 1847]
event-entry: • ଆଷାଢ଼ୀ ଏକାଦଶୀ ଉତ୍ସବ, ସ୍ଥାନ: ଗୁଣ୍ଡିଚା ମନ୍ଦିର, ରେମୁଣା, ସମୟ: ସକାଳ ୬ଟା [8, 526, 226, 561]
zodiac-row [1128, 1544, 1450, 1699]
event-entry: • ଭାଗବତ ଆଲୋଚନା, ସ୍ଥାନ: ବଡ଼ ଓଡ଼ିଆ ମଠ, ସମୟ: ପୂର୍ବାହ୍ନ ୧୦ଟା [240, 92, 452, 127]
event-entry: • ଶ୍ରୀଜଗନ୍ନାଥଙ୍କ ବାହୁଡ଼ା, ସ୍ଥାନ: କୋମନା, ସମୟ: ଅପରାହ୍ନ ୩ଟା [912, 687, 1118, 722]
district-heading: ସମ୍ବଲପୁର [688, 532, 900, 557]
event-entry: • ବାହୁଡ଼ା ଯାତ୍ରା, ସ୍ଥାନ: ବାଣପୁର, ସମୟ: ଅପରାହ୍ନ ୪ଟା [240, 271, 452, 306]
story-heading: ଆଜି ବାହୁଡ଼ିବେ ... [8, 1666, 126, 1686]
event-entry: • ଶ୍ରୀ ବଳଦେବଜୀଉଙ୍କ ବାହୁଡ଼ା ଯାତ୍ରା, ସ୍ଥାନ: ଇଚ୍ଛାପୁର, ସମୟ: ଅପରାହ୍ନ ୩ଟା [464, 378, 676, 413]
event-entry: • ଶ୍ରୀ ଶ୍ରୀ ଜଗନ୍ନାଥଙ୍କ ବାହୁଡ଼ା ଯାତ୍ରା, ସ୍ଥାନ: ମାଉସୀମା ମନ୍ଦିର, ବାରିପଦା, ସମୟ: ସକାଳ ୯ଟା [240, 335, 452, 387]
magenta-dot [715, 2318, 726, 2329]
event-entry: • ବାହୁଡ଼ା ଯାତ୍ରା, ସ୍ଥାନ: ସାଲେପୁର, ସମୟ: ଅପରାହ୍ନ ୪ଟା [464, 261, 676, 296]
district-heading: ଝାରସୁଗୁଡ଼ା [912, 724, 1118, 749]
district-heading: ସୁବର୍ଣ୍ଣପୁର [912, 471, 1118, 496]
zodiac-symbol-icon: ♏ [1132, 1407, 1190, 1465]
district-heading: କେନ୍ଦୁଝର [8, 967, 226, 992]
event-entry: • ନାଟକ ପ୍ରଦର୍ଶନ, ସ୍ଥାନ: ଗୁଣ୍ଡିଚା ମନ୍ଦିର, ରେମୁଣା, ସମୟ: ରାତି ୮ଟା [8, 634, 226, 669]
